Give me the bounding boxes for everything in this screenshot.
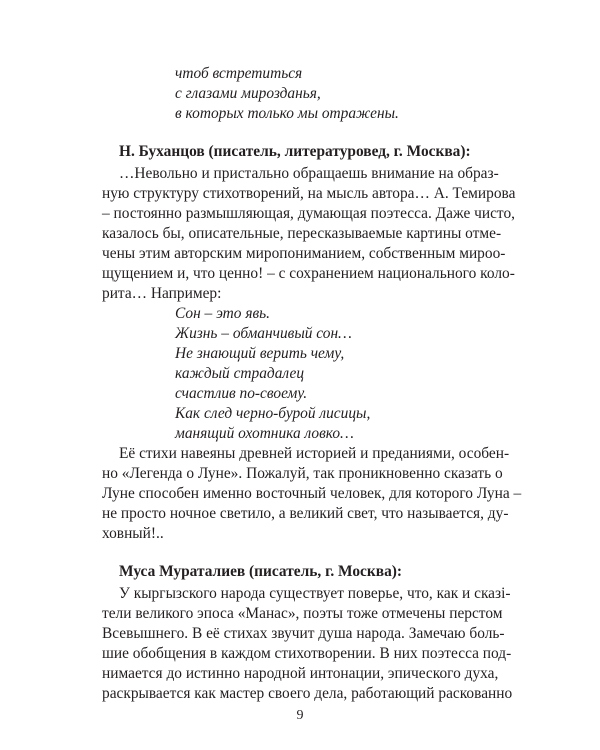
section-1-poem-line-6: Как след черно-бурой лисицы, (175, 405, 371, 422)
section-2-para-line-3: Всевышнего. В её стихах звучит душа народа. Замечаю боль- (102, 625, 505, 642)
poem-1-line-2: с глазами мирозданья, (175, 85, 321, 102)
section-1-para2-line-4: не просто ночное светило, а великий свет, что называется, ду- (102, 505, 509, 522)
section-1-para-line-1: …Невольно и пристально обращаешь внимание на образ- (119, 165, 499, 182)
section-1-poem-line-1: Сон – это явь. (175, 305, 271, 322)
section-1-poem-line-7: манящий охотника ловко… (175, 425, 354, 442)
section-1-para2-line-2: но «Легенда о Луне». Пожалуй, так проникновенно сказать о (102, 465, 503, 482)
section-1-para-line-4: казалось бы, описательные, пересказываемые картины отме- (102, 225, 502, 242)
section-1-poem-line-2: Жизнь – обманчивый сон… (175, 325, 352, 342)
section-2-para-line-5: нимается до истинно народной интонации, эпического духа, (102, 665, 499, 682)
section-1-poem-line-5: счастлив по-своему. (175, 385, 308, 402)
section-1-para2-line-3: Луне способен именно восточный человек, для которого Луна – (102, 485, 522, 502)
poem-1-line-1: чтоб встретиться (175, 65, 303, 82)
section-1-para2-line-1: Её стихи навеяны древней историей и преданиями, особен- (119, 445, 510, 462)
section-1-para-line-3: – постоянно размышляющая, думающая поэтесса. Даже чисто, (102, 205, 515, 222)
section-1-para-line-2: ную структуру стихотворений, на мысль автора… А. Темирова (102, 185, 516, 202)
poem-1-line-3: в которых только мы отражены. (175, 105, 399, 122)
section-2-para-line-1: У кыргызского народа существует поверье, что, как и сказі- (119, 585, 511, 602)
section-1-para-line-6: щущением и, что ценно! – с сохранением национального коло- (102, 265, 515, 282)
section-1-para-line-5: чены этим авторским миропониманием, собственным мироо- (102, 245, 506, 262)
section-1-poem-line-3: Не знающий верить чему, (175, 345, 345, 362)
section-1-heading: Н. Буханцов (писатель, литературовед, г. Москва): (119, 143, 471, 160)
page-number: 9 (296, 708, 304, 723)
section-1-para-line-7: рита… Например: (102, 285, 222, 302)
section-1-poem-line-4: каждый страдалец (175, 365, 305, 382)
section-2-para-line-4: шие обобщения в каждом стихотворении. В них поэтесса под- (102, 645, 512, 662)
section-2-heading: Муса Мураталиев (писатель, г. Москва): (119, 563, 403, 580)
section-2-para-line-6: раскрывается как мастер своего дела, работающий раскованно (102, 685, 513, 702)
section-1-para2-line-5: ховный!.. (102, 525, 164, 542)
section-2-para-line-2: тели великого эпоса «Манас», поэты тоже отмечены перстом (102, 605, 503, 622)
